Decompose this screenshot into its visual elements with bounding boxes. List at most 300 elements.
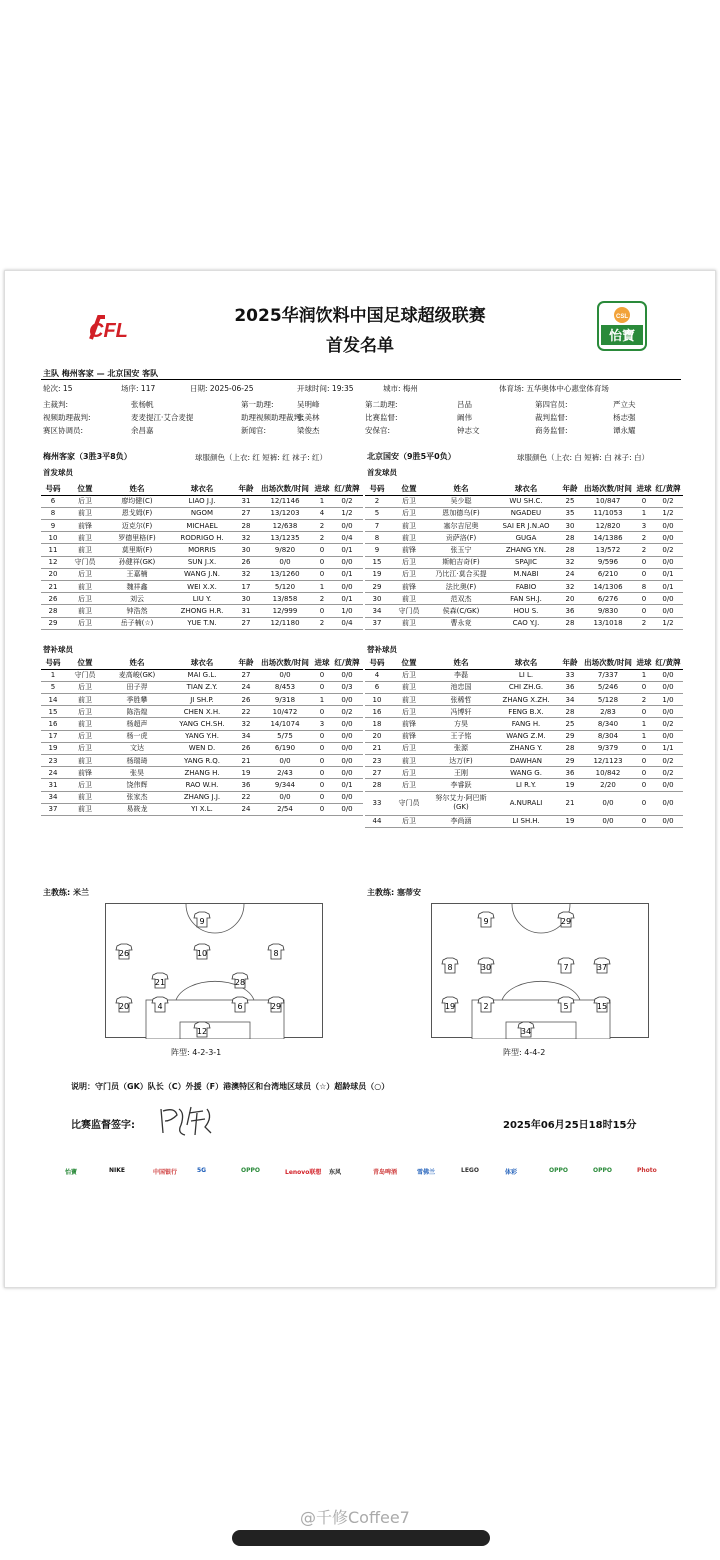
table-cell: 前卫 <box>65 755 105 767</box>
table-cell: 0/0 <box>331 581 363 593</box>
table-cell: 34 <box>235 730 257 742</box>
shirt-number: 20 <box>118 1002 130 1011</box>
player-shirt-icon <box>116 944 132 959</box>
home-player-row <box>41 730 363 742</box>
away-player-row <box>365 718 683 730</box>
home-team-name: 梅州客家（3胜3平8负） <box>43 452 132 461</box>
table-cell: 田子羿 <box>105 681 169 693</box>
column-header: 年龄 <box>559 483 581 495</box>
column-header: 球衣名 <box>169 483 235 495</box>
table-cell: 范双杰 <box>429 593 493 605</box>
column-header: 红/黄牌 <box>653 657 683 669</box>
column-header: 进球 <box>314 658 330 668</box>
table-cell: 30 <box>365 593 389 605</box>
sponsor-logo: 怡寶 <box>65 1169 78 1176</box>
table-cell: 杨一虎 <box>105 730 169 742</box>
table-cell: 13/572 <box>581 544 635 556</box>
table-cell: 0 <box>313 779 331 791</box>
table-cell: 26 <box>41 593 65 605</box>
table-cell: 0 <box>313 681 331 693</box>
table-cell: 12/1180 <box>257 617 313 629</box>
table-cell: 后卫 <box>389 568 429 580</box>
official-role: 视频助理裁判: <box>43 413 91 422</box>
column-header: 姓名 <box>105 483 169 495</box>
official-name: 严立夫 <box>613 400 636 409</box>
table-cell: 0 <box>635 755 653 767</box>
match-info-round: 轮次: 15 <box>43 384 73 393</box>
away-player-row <box>365 694 683 706</box>
table-cell: MAI G.L. <box>169 669 235 681</box>
table-cell: 13/1260 <box>257 568 313 580</box>
table-cell: 32 <box>235 532 257 544</box>
table-cell: 0/0 <box>331 767 363 779</box>
table-cell: 28 <box>365 779 389 791</box>
table-cell: 1 <box>635 669 653 681</box>
player-shirt-icon <box>558 958 574 973</box>
table-cell: 0 <box>313 742 331 754</box>
column-header: 号码 <box>41 657 65 669</box>
table-cell: 7 <box>365 520 389 532</box>
table-cell: FABIO <box>493 581 559 593</box>
table-cell: 2 <box>635 544 653 556</box>
table-cell: 2/54 <box>257 803 313 815</box>
table-cell: 12/638 <box>257 520 313 532</box>
table-cell: 麦高峻(GK) <box>105 669 169 681</box>
table-cell: 李睿跃 <box>429 779 493 791</box>
table-cell: 8 <box>365 532 389 544</box>
table-cell: 0/0 <box>257 669 313 681</box>
table-cell: 张源 <box>429 742 493 754</box>
table-cell: 5 <box>41 681 65 693</box>
column-header: 位置 <box>389 657 429 669</box>
table-cell: SUN J.X. <box>169 556 235 568</box>
table-cell: 0/2 <box>653 767 683 779</box>
table-cell: 20 <box>41 568 65 580</box>
sponsor-logo: OPPO <box>549 1167 568 1174</box>
table-cell: 12/999 <box>257 605 313 617</box>
table-cell: 2 <box>313 532 331 544</box>
table-cell: 前锋 <box>65 520 105 532</box>
table-cell: 5/246 <box>581 681 635 693</box>
cfl-logo-text: CFL <box>89 320 128 342</box>
away-subs-table <box>365 657 683 828</box>
table-cell: 0/0 <box>581 815 635 827</box>
table-cell: 13/1203 <box>257 507 313 519</box>
table-cell: 后卫 <box>65 779 105 791</box>
player-shirt-icon <box>558 912 574 927</box>
table-cell: 杨超声 <box>105 718 169 730</box>
table-cell: 冯博轩 <box>429 706 493 718</box>
official-name: 梁俊杰 <box>297 426 320 435</box>
table-cell: 14/1386 <box>581 532 635 544</box>
table-cell: 后卫 <box>389 495 429 507</box>
table-cell: 6/210 <box>581 568 635 580</box>
away-player-row <box>365 593 683 605</box>
away-player-row <box>365 520 683 532</box>
table-cell: 14 <box>41 694 65 706</box>
table-cell: 28 <box>559 544 581 556</box>
home-player-row <box>41 767 363 779</box>
table-cell: 1 <box>41 669 65 681</box>
table-cell: WANG G. <box>493 767 559 779</box>
table-cell: 张玉宁 <box>429 544 493 556</box>
table-cell: 27 <box>365 767 389 779</box>
column-header: 位置 <box>65 657 105 669</box>
table-cell: 15 <box>41 706 65 718</box>
table-cell: LI L. <box>493 669 559 681</box>
away-player-row <box>365 532 683 544</box>
table-cell: 6 <box>41 495 65 507</box>
table-cell: 达万(F) <box>429 755 493 767</box>
table-cell: 前卫 <box>389 681 429 693</box>
table-cell: 2 <box>313 617 331 629</box>
sponsor-logo: NIKE <box>109 1167 126 1174</box>
table-cell: 19 <box>365 568 389 580</box>
player-shirt-icon <box>478 912 494 927</box>
table-cell: 0 <box>635 495 653 507</box>
home-player-row <box>41 605 363 617</box>
table-cell: 0/1 <box>331 593 363 605</box>
table-cell: 30 <box>235 544 257 556</box>
table-cell: YANG R.Q. <box>169 755 235 767</box>
column-header: 球衣名 <box>169 657 235 669</box>
home-pitch-svg <box>106 904 324 1039</box>
official-name: 余昌嘉 <box>131 426 154 435</box>
table-cell: 32 <box>559 581 581 593</box>
player-shirt-icon <box>152 973 168 988</box>
table-cell: 前卫 <box>65 605 105 617</box>
match-info-city: 城市: 梅州 <box>383 384 418 393</box>
watermark-text: @千修Coffee7 <box>300 1508 410 1527</box>
table-cell: 44 <box>365 815 389 827</box>
table-cell: WEI X.X. <box>169 581 235 593</box>
table-cell: 0/0 <box>331 520 363 532</box>
home-player-row <box>41 779 363 791</box>
column-header: 出场次数/时间 <box>581 483 635 495</box>
table-cell: 王刚 <box>429 767 493 779</box>
table-cell: 19 <box>41 742 65 754</box>
table-cell: 19 <box>559 779 581 791</box>
column-header: 红/黄牌 <box>331 483 363 495</box>
table-cell: 32 <box>559 556 581 568</box>
home-player-row <box>41 718 363 730</box>
table-cell: 27 <box>235 669 257 681</box>
table-cell: 5/128 <box>581 694 635 706</box>
table-cell: 5/75 <box>257 730 313 742</box>
table-cell: 22 <box>235 706 257 718</box>
away-player-row <box>365 581 683 593</box>
table-cell: FENG B.X. <box>493 706 559 718</box>
table-cell: YANG Y.H. <box>169 730 235 742</box>
table-cell: 0/0 <box>653 605 683 617</box>
table-cell: 2 <box>635 617 653 629</box>
sponsor-logo: 东风 <box>329 1169 342 1176</box>
csl-logo-text: 怡寶 <box>608 329 636 344</box>
column-header: 姓名 <box>429 483 493 495</box>
table-cell: 10/842 <box>581 767 635 779</box>
away-coach: 主教练: 塞蒂安 <box>367 888 421 897</box>
table-cell: 23 <box>365 755 389 767</box>
column-header: 位置 <box>65 483 105 495</box>
away-player-row <box>365 544 683 556</box>
away-formation-pitch <box>431 903 649 1038</box>
table-cell: 1/0 <box>653 694 683 706</box>
column-header: 出场次数/时间 <box>581 657 635 669</box>
table-cell: 后卫 <box>65 617 105 629</box>
table-cell: MICHAEL <box>169 520 235 532</box>
table-cell: 28 <box>559 706 581 718</box>
table-cell: 10/472 <box>257 706 313 718</box>
table-cell: 0 <box>313 767 331 779</box>
table-cell: 2 <box>313 520 331 532</box>
table-cell: 张家杰 <box>105 791 169 803</box>
table-cell: 前卫 <box>65 791 105 803</box>
table-cell: 28 <box>559 532 581 544</box>
table-cell: 前锋 <box>389 730 429 742</box>
table-cell: 塞尔吉尼奥 <box>429 520 493 532</box>
table-cell: 乃比江·莫合买提 <box>429 568 493 580</box>
table-header-row <box>41 657 363 669</box>
home-player-row <box>41 742 363 754</box>
official-name: 钟志文 <box>457 426 480 435</box>
table-cell: 恩戈姆(F) <box>105 507 169 519</box>
table-cell: 2/43 <box>257 767 313 779</box>
shirt-number: 8 <box>447 963 453 972</box>
table-cell: 4 <box>313 507 331 519</box>
table-cell: 王嘉楠 <box>105 568 169 580</box>
home-player-row <box>41 495 363 507</box>
shirt-number: 6 <box>237 1002 243 1011</box>
column-header: 球衣名 <box>493 657 559 669</box>
table-cell: 0 <box>635 791 653 815</box>
table-cell: 31 <box>41 779 65 791</box>
table-cell: 6/190 <box>257 742 313 754</box>
table-cell: 0 <box>635 815 653 827</box>
official-role: 第一助理: <box>241 400 274 409</box>
table-cell: 0 <box>313 556 331 568</box>
table-cell: 12/820 <box>581 520 635 532</box>
table-cell: 刘云 <box>105 593 169 605</box>
official-role: 商务监督: <box>535 426 568 435</box>
table-cell: WANG J.N. <box>169 568 235 580</box>
table-cell: YANG CH.SH. <box>169 718 235 730</box>
table-cell: NGADEU <box>493 507 559 519</box>
table-cell: RAO W.H. <box>169 779 235 791</box>
official-name: 吴明峰 <box>297 400 320 409</box>
table-cell: 0/0 <box>257 755 313 767</box>
away-player-row <box>365 767 683 779</box>
table-cell: 前卫 <box>389 694 429 706</box>
table-cell: 13/1018 <box>581 617 635 629</box>
table-cell: 9/830 <box>581 605 635 617</box>
table-cell: 莫里斯(F) <box>105 544 169 556</box>
table-cell: 前卫 <box>65 581 105 593</box>
sponsor-logo: 5G <box>197 1167 207 1174</box>
shirt-number: 30 <box>480 963 492 972</box>
table-cell: 13/1235 <box>257 532 313 544</box>
table-cell: 前卫 <box>65 544 105 556</box>
table-cell: 后卫 <box>65 495 105 507</box>
table-cell: 21 <box>365 742 389 754</box>
table-cell: 法比奥(F) <box>429 581 493 593</box>
table-cell: 侯森(C/GK) <box>429 605 493 617</box>
table-cell: 0/0 <box>331 742 363 754</box>
table-cell: 杨瑞琦 <box>105 755 169 767</box>
match-info-order: 场序: 117 <box>121 384 156 393</box>
table-cell: 后卫 <box>389 669 429 681</box>
table-cell: NGOM <box>169 507 235 519</box>
home-subs-table <box>41 657 363 816</box>
table-cell: WEN D. <box>169 742 235 754</box>
table-cell: 0/0 <box>653 520 683 532</box>
table-cell: SPAJIC <box>493 556 559 568</box>
table-cell: CHI ZH.G. <box>493 681 559 693</box>
table-cell: 前锋 <box>389 581 429 593</box>
table-cell: 24 <box>235 681 257 693</box>
table-cell: 11/1053 <box>581 507 635 519</box>
away-team-name: 北京国安（9胜5平0负） <box>367 452 456 461</box>
legend-note: 说明：守门员（GK）队长（C）外援（F）港澳特区和台湾地区球员（☆）超龄球员（○） <box>71 1082 390 1091</box>
table-cell: ZHANG Y.N. <box>493 544 559 556</box>
table-cell: 9/344 <box>257 779 313 791</box>
match-teams: 主队 梅州客家 — 北京国安 客队 <box>43 369 159 378</box>
table-cell: 0/0 <box>257 791 313 803</box>
table-cell: 陈浩煌 <box>105 706 169 718</box>
table-cell: LIU Y. <box>169 593 235 605</box>
official-role: 裁判监督: <box>535 413 568 422</box>
table-cell: 0/0 <box>581 791 635 815</box>
official-role: 比赛监督: <box>365 413 398 422</box>
table-cell: 后卫 <box>65 706 105 718</box>
table-cell: 0 <box>313 544 331 556</box>
table-cell: 0/0 <box>331 669 363 681</box>
table-cell: 饶伟辉 <box>105 779 169 791</box>
table-cell: 24 <box>41 767 65 779</box>
table-cell: 9/596 <box>581 556 635 568</box>
table-cell: 前卫 <box>65 532 105 544</box>
away-player-row <box>365 755 683 767</box>
table-cell: FAN SH.J. <box>493 593 559 605</box>
table-cell: 后卫 <box>389 815 429 827</box>
table-cell: 0/1 <box>653 568 683 580</box>
table-cell: LIAO J.J. <box>169 495 235 507</box>
table-cell: 0 <box>313 568 331 580</box>
table-cell: 0/0 <box>331 730 363 742</box>
table-cell: ZHANG Y. <box>493 742 559 754</box>
away-player-row <box>365 815 683 827</box>
player-shirt-icon <box>442 958 458 973</box>
table-cell: 季胜攀 <box>105 694 169 706</box>
table-cell: 后卫 <box>65 742 105 754</box>
table-cell: 14/1074 <box>257 718 313 730</box>
table-cell: 后卫 <box>389 556 429 568</box>
away-pitch-svg <box>432 904 650 1039</box>
table-cell: ZHANG H. <box>169 767 235 779</box>
table-cell: LI SH.H. <box>493 815 559 827</box>
table-cell: 前卫 <box>389 532 429 544</box>
home-player-row <box>41 507 363 519</box>
table-cell: 0 <box>635 605 653 617</box>
table-cell: HOU S. <box>493 605 559 617</box>
table-cell: 后卫 <box>65 730 105 742</box>
table-cell: 10 <box>365 694 389 706</box>
table-cell: 0/0 <box>653 593 683 605</box>
table-cell: 1 <box>635 730 653 742</box>
table-cell: 37 <box>365 617 389 629</box>
table-cell: 14/1306 <box>581 581 635 593</box>
player-shirt-icon <box>194 944 210 959</box>
table-header-row <box>365 657 683 669</box>
table-cell: 19 <box>559 815 581 827</box>
table-cell: 0/0 <box>331 718 363 730</box>
table-cell: 35 <box>559 507 581 519</box>
table-cell: 27 <box>235 507 257 519</box>
table-cell: 36 <box>559 767 581 779</box>
table-cell: 李磊 <box>429 669 493 681</box>
sponsor-logo: Photo <box>637 1167 657 1174</box>
table-cell: 2 <box>313 593 331 605</box>
table-cell: 25 <box>559 718 581 730</box>
table-cell: 后卫 <box>65 593 105 605</box>
sponsor-logo: OPPO <box>593 1167 612 1174</box>
column-header: 年龄 <box>235 483 257 495</box>
table-cell: 0/0 <box>653 791 683 815</box>
column-header: 年龄 <box>235 657 257 669</box>
table-cell: 守门员 <box>65 556 105 568</box>
table-cell: 8/453 <box>257 681 313 693</box>
away-kit: 球服颜色（上衣: 白 短裤: 白 袜子: 白） <box>517 453 649 462</box>
table-cell: 0/2 <box>653 544 683 556</box>
table-cell: 后卫 <box>389 742 429 754</box>
home-indicator-bar[interactable] <box>232 1530 490 1546</box>
table-cell: 8 <box>41 507 65 519</box>
official-role: 第二助理: <box>365 400 398 409</box>
table-cell: 26 <box>235 556 257 568</box>
table-cell: 10 <box>41 532 65 544</box>
column-header: 进球 <box>314 484 330 494</box>
column-header: 号码 <box>41 483 65 495</box>
away-player-row <box>365 605 683 617</box>
table-cell: 0/2 <box>653 718 683 730</box>
csl-logo-tag: CSL <box>616 314 628 320</box>
table-cell: 30 <box>235 593 257 605</box>
table-cell: 33 <box>365 791 389 815</box>
table-cell: 4 <box>365 669 389 681</box>
table-cell: 1 <box>313 581 331 593</box>
home-player-row <box>41 593 363 605</box>
table-cell: 王子铭 <box>429 730 493 742</box>
table-cell: WANG Z.M. <box>493 730 559 742</box>
table-cell: 24 <box>235 803 257 815</box>
lineup-sheet <box>4 270 716 1288</box>
official-name: 张美林 <box>297 413 320 422</box>
table-cell: 5 <box>365 507 389 519</box>
home-player-row <box>41 669 363 681</box>
table-cell: 26 <box>235 694 257 706</box>
table-cell: 31 <box>235 605 257 617</box>
table-cell: 24 <box>559 568 581 580</box>
table-cell: 3 <box>313 718 331 730</box>
table-cell: 2 <box>365 495 389 507</box>
table-cell: 25 <box>559 495 581 507</box>
table-cell: 32 <box>235 568 257 580</box>
table-cell: 后卫 <box>389 767 429 779</box>
table-cell: 后卫 <box>65 681 105 693</box>
table-cell: 15 <box>365 556 389 568</box>
table-cell: 8/340 <box>581 718 635 730</box>
home-player-row <box>41 532 363 544</box>
home-player-row <box>41 706 363 718</box>
